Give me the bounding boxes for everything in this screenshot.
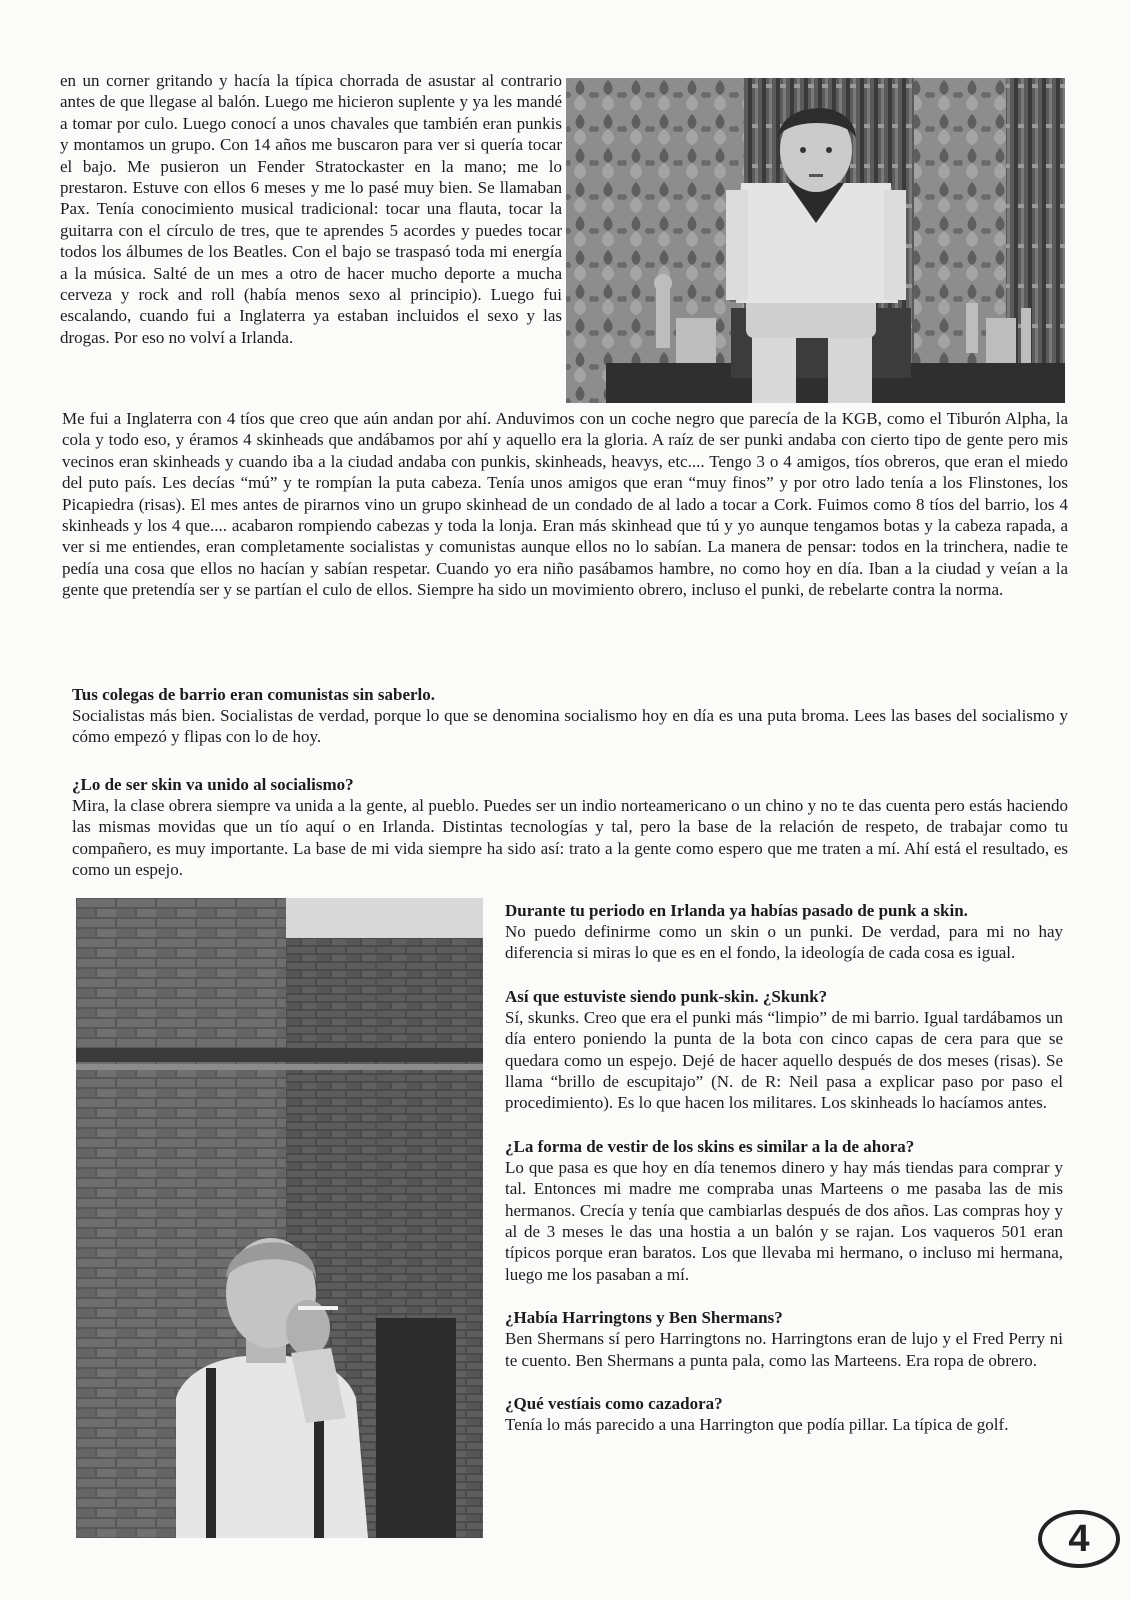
photo-man-smoking-brick-wall	[76, 898, 483, 1538]
answer-punk-to-skin: No puedo definirme como un skin o un punki. De verdad, para mi no hay diferencia si miras lo que es en el fondo, la ideología de cada cosa es igual.	[505, 922, 1063, 963]
photo-man-smoking-image	[76, 898, 483, 1538]
qa-clothing	[505, 1136, 1063, 1285]
page-number: 4	[1068, 1517, 1090, 1560]
qa-harringtons	[505, 1307, 1063, 1371]
question-skin-socialism: ¿Lo de ser skin va unido al socialismo?	[72, 775, 354, 794]
right-column-interview	[505, 900, 1063, 1458]
qa-communists	[72, 684, 1068, 748]
question-skunk: Así que estuviste siendo punk-skin. ¿Skunk?	[505, 986, 828, 1006]
qa-punk-to-skin	[505, 900, 1063, 964]
qa-skin-socialism	[72, 774, 1068, 881]
page-number-badge	[1038, 1510, 1120, 1568]
qa-jacket	[505, 1393, 1063, 1435]
question-clothing: ¿La forma de vestir de los skins es similar a la de ahora?	[505, 1136, 915, 1156]
answer-skunk: Sí, skunks. Creo que era el punki más “limpio” de mi barrio. Igual tardábamos un día entero poniendo la punta de la bota con cinco capas de cera para que se quedara como un espejo. Dejé de hacer aquello después de dos meses (risas). Se llama “brillo de escupitajo” (N. de R: Neil pasa a explicar paso por paso el procedimiento). Es lo que hacen los militares. Los skinheads lo hacíamos antes.	[505, 1007, 1063, 1113]
question-punk-to-skin: Durante tu periodo en Irlanda ya habías pasado de punk a skin.	[505, 901, 968, 920]
answer-skin-socialism: Mira, la clase obrera siempre va unida a la gente, al pueblo. Puedes ser un indio norteamericano o un chino y no te das cuenta pero estás haciendo las mismas movidas que un tío aquí o en Irlanda. Distintas tecnologías y tal, pero la base de la relación de respeto, de trabajar como tu compañero, es muy importante. La base de mi vida siempre ha sido así: trato a la gente como espero que me traten a mí. Ahí está el resultado, es como un espejo.	[72, 796, 1068, 880]
answer-communists: Socialistas más bien. Socialistas de verdad, porque lo que se denomina socialismo hoy en día es una puta broma. Lees las bases del socialismo y cómo empezó y flipas con lo de hoy.	[72, 706, 1068, 747]
question-jacket: ¿Qué vestíais como cazadora?	[505, 1394, 723, 1414]
qa-skunk	[505, 986, 1063, 1114]
answer-harringtons: Ben Shermans sí pero Harringtons no. Harringtons eran de lujo y el Fred Perry ni te cuento. Ben Shermans a punta pala, como las Marteens. Era ropa de obrero.	[505, 1329, 1063, 1370]
question-harringtons: ¿Había Harringtons y Ben Shermans?	[505, 1308, 783, 1328]
intro-paragraph: en un corner gritando y hacía la típica chorrada de asustar al contrario antes de que llegase al balón. Luego me hicieron suplente y ya les mandé a tomar por culo. Luego conocí a unos chavales que también eran punkis y montamos un grupo. Con 14 años me buscaron para ver si quería tocar el bajo. Me pusieron un Fender Stratockaster en la mano; me lo prestaron. Estuve con ellos 6 meses y me lo pasé muy bien. Se llamaban Pax. Tenía conocimiento musical tradicional: tocar una flauta, tocar la guitarra con el círculo de tres, que te aprendes 5 acordes y puedes tocar todos los álbumes de los Beatles. Con el bajo se traspasó toda mi energía a la música. Salté de un mes a otro de hacer mucho deporte a mucha cerveza y rock and roll (había menos sexo al principio). Luego fui escalando, cuando fui a Inglaterra ya estaban incluidos el sexo y las drogas. Por eso no volví a Irlanda.	[60, 71, 562, 347]
question-communists: Tus colegas de barrio eran comunistas sin saberlo.	[72, 685, 436, 704]
answer-jacket: Tenía lo más parecido a una Harrington que podía pillar. La típica de golf.	[505, 1415, 1009, 1435]
photo-boy-with-trophies-image	[566, 78, 1065, 403]
answer-clothing: Lo que pasa es que hoy en día tenemos dinero y hay más tiendas para comprar y tal. Entonces mi madre me compraba unas Marteens o me pasaba las de mis hermanos. Crecía y tenía que cambiarlas después de dos años. Las compras hoy y al de 3 meses le das una hostia a un balón y se rajan. Los vaqueros 501 eran típicos porque eran baratos. Los que llevaba mi hermano, o incluso mi hermana, luego me los pasaban a mí.	[505, 1157, 1063, 1284]
photo-boy-with-trophies	[566, 78, 1065, 403]
section-england-paragraph: Me fui a Inglaterra con 4 tíos que creo que aún andan por ahí. Anduvimos con un coche negro que parecía de la KGB, como el Tiburón Alpha, la cola y todo eso, y éramos 4 skinheads que andábamos por ahí y aquello era la gloria. A raíz de ser punki andaba con cierto tipo de gente pero mis vecinos eran skinheads y cuando iba a la ciudad andaba con punkis, skinheads, heavys, etc.... Tengo 3 o 4 amigos, tíos obreros, que eran el miedo del puto país. Les decías “mú” y te rompían la puta cabeza. Tenía unos amigos que eran “muy finos” y por otro lado tenía a los Flinstones, los Picapiedra (risas). El mes antes de pirarnos vino un grupo skinhead de un condado de al lado a tocar a Cork. Fuimos como 8 tíos del barrio, los 4 skinheads y los 4 que.... acabaron rompiendo cabezas y toda la lonja. Eran más skinhead que tú y yo aunque tengamos botas y la cabeza rapada, a ver si me entiendes, eran completamente socialistas y comunistas aunque ellos no lo sabían. La manera de pensar: todos en la trinchera, nadie te pedía una cosa que ellos no hacían y sabían respetar. Cuando yo era niño pasábamos hambre, no como hoy en día. Iban a la ciudad y veían a la gente que pretendía ser y se partían el culo de ellos. Siempre ha sido un movimiento obrero, incluso el punki, de rebelarte contra la norma.	[62, 409, 1068, 600]
